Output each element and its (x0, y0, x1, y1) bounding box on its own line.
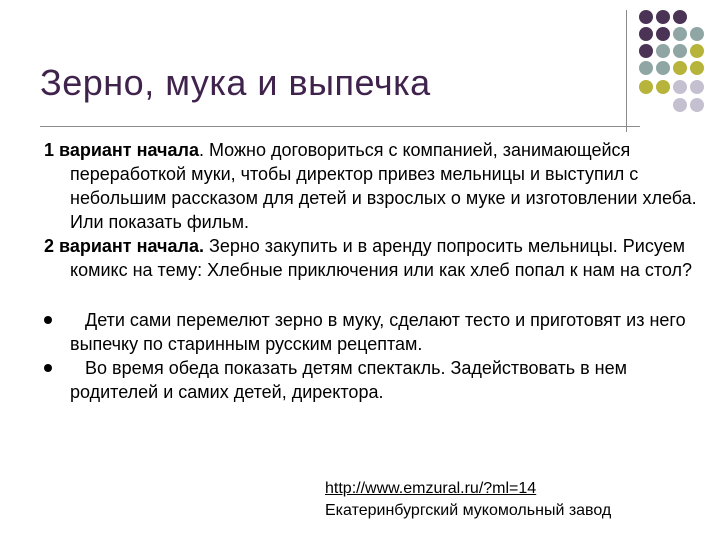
slide-title: Зерно, мука и выпечка (40, 62, 431, 103)
decorative-dot (656, 61, 670, 75)
decorative-dot (639, 10, 653, 24)
variant-1-label: 1 вариант начала (44, 140, 199, 160)
decorative-dot (639, 44, 653, 58)
decorative-dot (673, 80, 687, 94)
decorative-dot (656, 10, 670, 24)
source-link[interactable]: http://www.emzural.ru/?ml=14 (325, 480, 537, 497)
decorative-dot (656, 44, 670, 58)
decorative-dot (690, 98, 704, 112)
decorative-dot (639, 80, 653, 94)
variant-1-paragraph (44, 138, 700, 234)
bullet-text: Во время обеда показать детям спектакль. Задействовать в нем родителей и самих детей, директора. (70, 358, 633, 402)
vertical-divider (626, 10, 627, 132)
decorative-dot (690, 44, 704, 58)
bullet-text: Дети сами перемелют зерно в муку, сделают тесто и приготовят из него выпечку по старинным русским рецептам. (70, 310, 691, 354)
decorative-dot (656, 27, 670, 41)
bullet-item (44, 356, 700, 404)
decorative-dot (673, 98, 687, 112)
bullet-dot-icon (44, 364, 52, 372)
decorative-dot (673, 44, 687, 58)
variant-2-label: 2 вариант начала. (44, 236, 204, 256)
slide-body (44, 138, 700, 404)
decorative-dot (690, 61, 704, 75)
bullet-item (44, 308, 700, 356)
decorative-dot (673, 27, 687, 41)
decorative-dot (690, 80, 704, 94)
variant-1-text: . Можно договориться с компанией, занимающейся переработкой муки, чтобы директор привез мельницы и выступил с небольшим рассказом для детей и взрослых о муке и изготовлении хлеба. Или показать фильм. (70, 140, 697, 232)
horizontal-divider (40, 126, 640, 127)
decorative-dot (639, 61, 653, 75)
source-caption: Екатеринбургский мукомольный завод (325, 502, 612, 519)
variant-2-paragraph (44, 234, 700, 282)
bullet-dot-icon (44, 316, 52, 324)
decorative-dot (639, 27, 653, 41)
decorative-dot (673, 10, 687, 24)
variant-2-text: Зерно закупить и в аренду попросить мельницы. Рисуем комикс на тему: Хлебные приключения или как хлеб попал к нам на стол? (70, 236, 693, 280)
decorative-dot (690, 27, 704, 41)
decorative-dot (656, 80, 670, 94)
source-footer (325, 478, 611, 522)
decorative-dot (673, 61, 687, 75)
